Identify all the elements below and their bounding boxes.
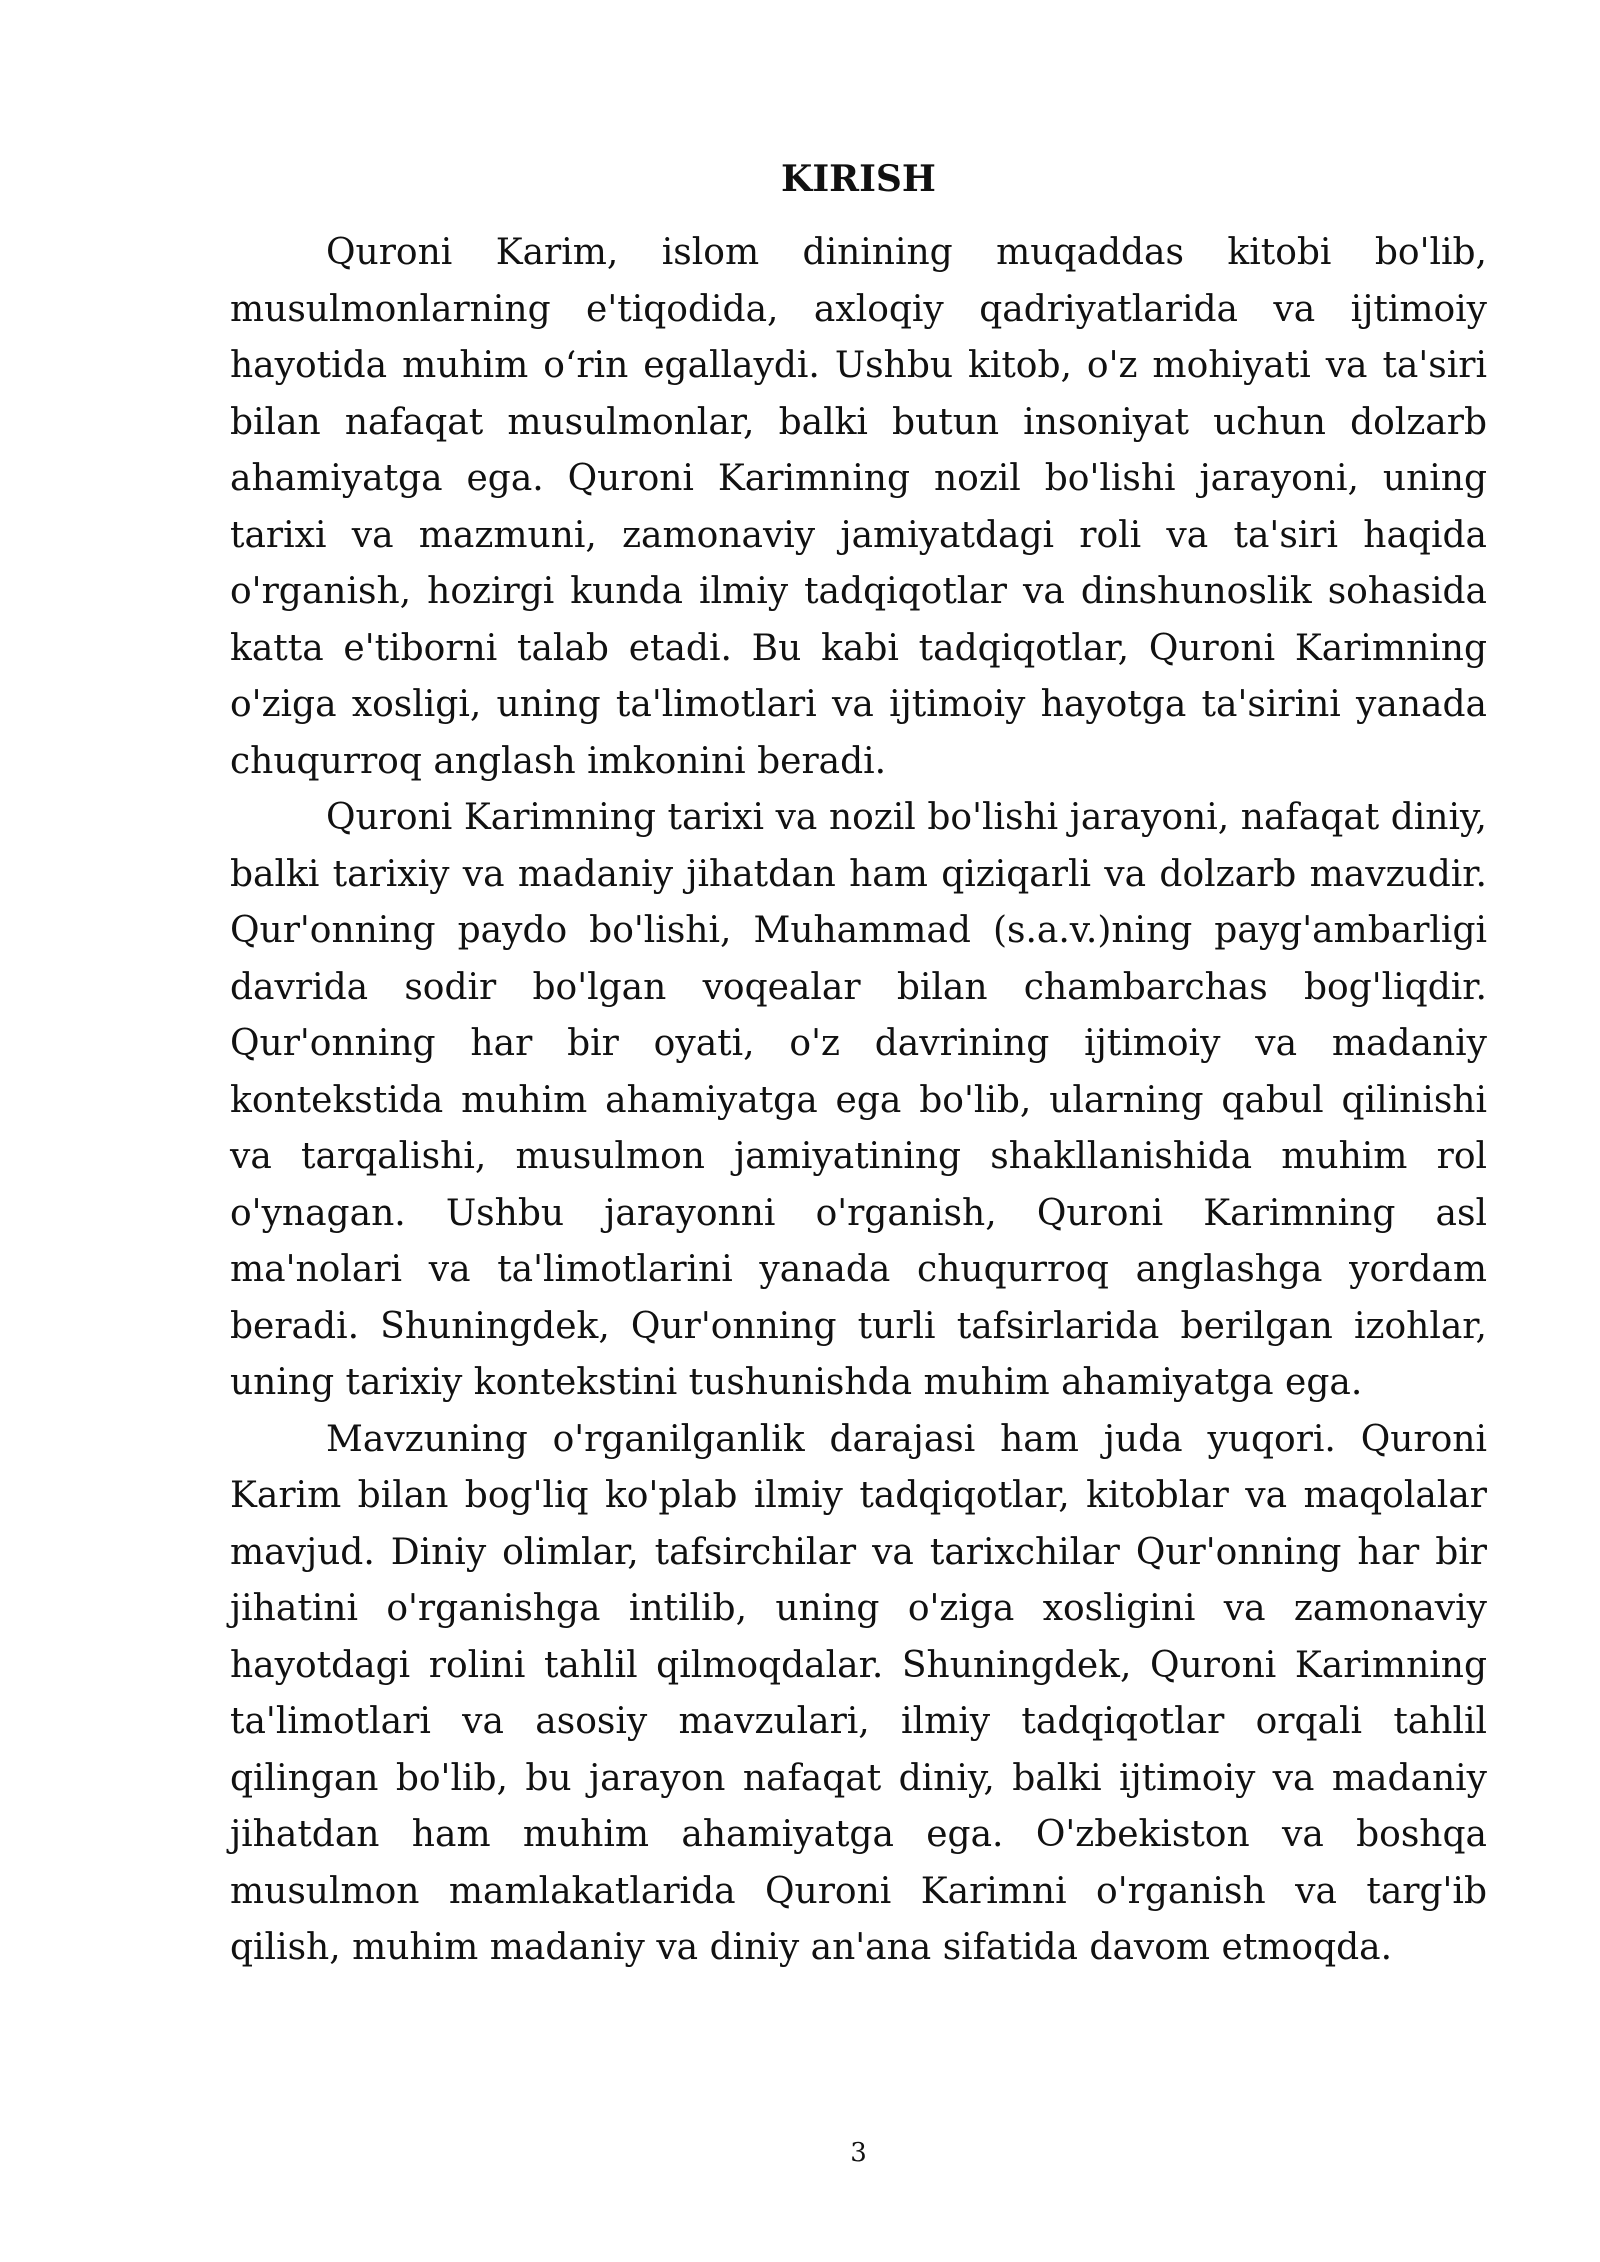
paragraph-2: Quroni Karimning tarixi va nozil bo'lishi jarayoni, nafaqat diniy, balki tarixiy va madaniy jihatdan ham qiziqarli va dolzarb mavzudir. Qur'onning paydo bo'lishi, Muhammad (s.a.v.)ning payg'ambarligi davrida sodir bo'lgan voqealar bilan chambarchas bog'liqdir. Qur'onning har bir oyati, o'z davrining ijtimoiy va madaniy kontekstida muhim ahamiyatga ega bo'lib, ularning qabul qilinishi va tarqalishi, musulmon jamiyatining shakllanishida muhim rol o'ynagan. Ushbu jarayonni o'rganish, Quroni Karimning asl ma'nolari va ta'limotlarini yanada chuqurroq anglashga yordam beradi. Shuningdek, Qur'onning turli tafsirlarida berilgan izohlar, uning tarixiy kontekstini tushunishda muhim ahamiyatga ega.	[230, 797, 1487, 1403]
section-heading: KIRISH	[781, 158, 936, 200]
page-number: 3	[850, 2138, 867, 2168]
paragraph-3: Mavzuning o'rganilganlik darajasi ham juda yuqori. Quroni Karim bilan bog'liq ko'plab ilmiy tadqiqotlar, kitoblar va maqolalar mavjud. Diniy olimlar, tafsirchilar va tarixchilar Qur'onning har bir jihatini o'rganishga intilib, uning o'ziga xosligini va zamonaviy hayotdagi rolini tahlil qilmoqdalar. Shuningdek, Quroni Karimning ta'limotlari va asosiy mavzulari, ilmiy tadqiqotlar orqali tahlil qilingan bo'lib, bu jarayon nafaqat diniy, balki ijtimoiy va madaniy jihatdan ham muhim ahamiyatga ega. O'zbekiston va boshqa musulmon mamlakatlarida Quroni Karimni o'rganish va targ'ib qilish, muhim madaniy va diniy an'ana sifatida davom etmoqda.	[230, 1418, 1487, 1968]
paragraph-1: Quroni Karim, islom dinining muqaddas kitobi bo'lib, musulmonlarning e'tiqodida, axloqiy qadriyatlarida va ijtimoiy hayotida muhim o‘rin egallaydi. Ushbu kitob, o'z mohiyati va ta'siri bilan nafaqat musulmonlar, balki butun insoniyat uchun dolzarb ahamiyatga ega. Quroni Karimning nozil bo'lishi jarayoni, uning tarixi va mazmuni, zamonaviy jamiyatdagi roli va ta'siri haqida o'rganish, hozirgi kunda ilmiy tadqiqotlar va dinshunoslik sohasida katta e'tiborni talab etadi. Bu kabi tadqiqotlar, Quroni Karimning o'ziga xosligi, uning ta'limotlari va ijtimoiy hayotga ta'sirini yanada chuqurroq anglash imkonini beradi.	[230, 232, 1487, 782]
page-content	[230, 159, 1487, 1977]
